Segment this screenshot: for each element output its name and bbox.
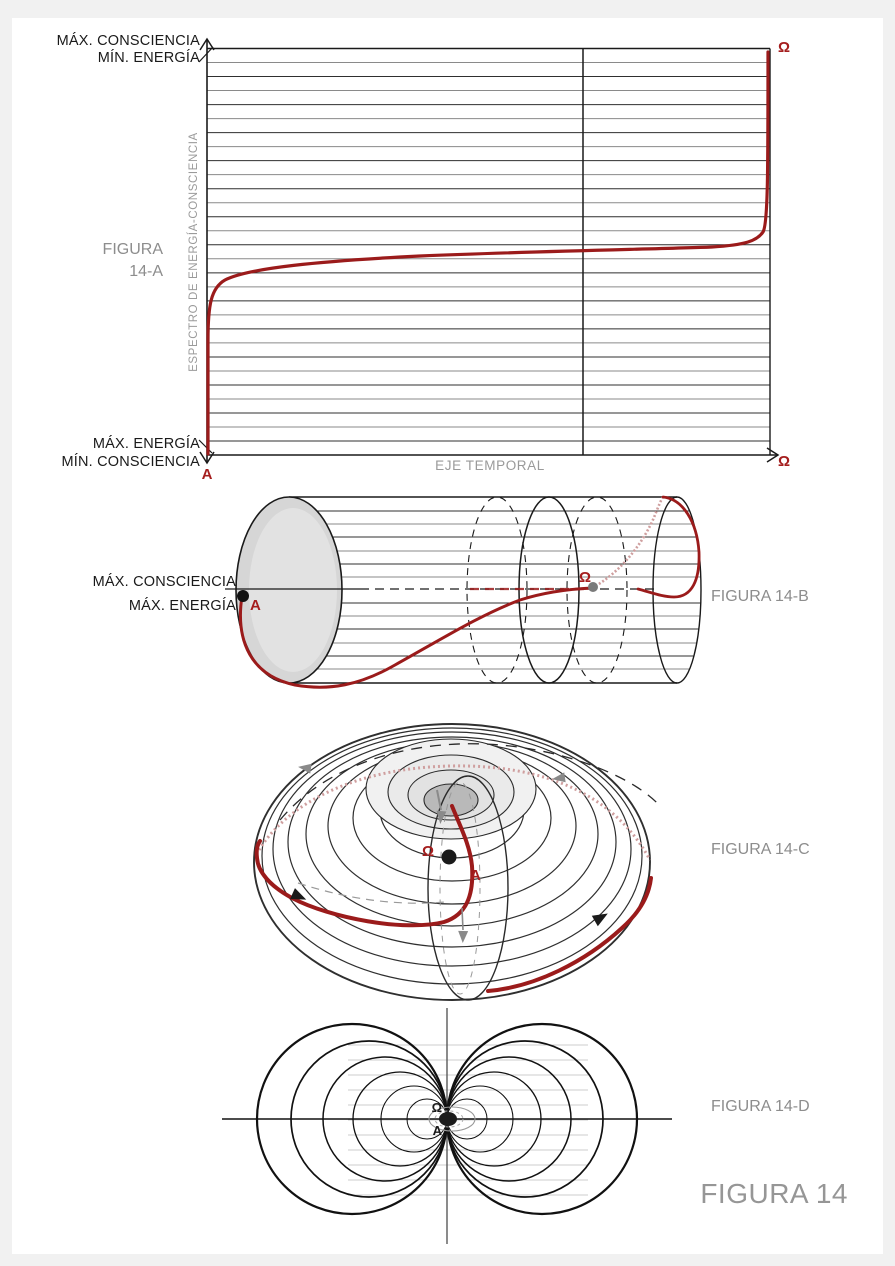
max-consciencia-b-label: MÁX. CONSCIENCIA (92, 574, 236, 590)
main-title: FIGURA 14 (700, 1178, 848, 1209)
min-energia-label: MÍN. ENERGÍA (97, 50, 200, 66)
omega-b-label: Ω (578, 569, 592, 586)
omega-d-label: Ω (431, 1100, 442, 1115)
meridian-arrow-shaft (462, 908, 463, 930)
alpha-origin-label: A (201, 466, 213, 483)
alpha-c-label: A (470, 867, 481, 884)
omega-c-label: Ω (421, 843, 434, 860)
ellipse (424, 784, 478, 816)
torus-hole (366, 739, 536, 839)
min-consciencia-label: MÍN. CONSCIENCIA (61, 454, 200, 470)
omega-top-label: Ω (778, 39, 791, 56)
figura-14a-title-line2: 14-A (129, 263, 163, 280)
figura-14c-title: FIGURA 14-C (711, 841, 810, 858)
figura-14b-title: FIGURA 14-B (711, 588, 809, 605)
figura-14a-title-line1: FIGURA (102, 241, 163, 258)
alpha-b-label: A (250, 597, 261, 614)
max-energia-b-label: MÁX. ENERGÍA (128, 598, 236, 614)
figura-14d-title: FIGURA 14-D (711, 1098, 810, 1115)
omega-bottom-label: Ω (778, 453, 791, 470)
x-axis-title: EJE TEMPORAL (435, 458, 545, 473)
alpha-d-label: A (432, 1123, 442, 1138)
y-axis-title: ESPECTRO DE ENERGÍA-CONSCIENCIA (188, 132, 200, 372)
max-consciencia-label: MÁX. CONSCIENCIA (56, 33, 200, 49)
cylinder-cap-highlight (249, 508, 337, 672)
max-energia-label: MÁX. ENERGÍA (92, 436, 200, 452)
torus-center-point (442, 850, 457, 865)
alpha-point (237, 590, 249, 602)
